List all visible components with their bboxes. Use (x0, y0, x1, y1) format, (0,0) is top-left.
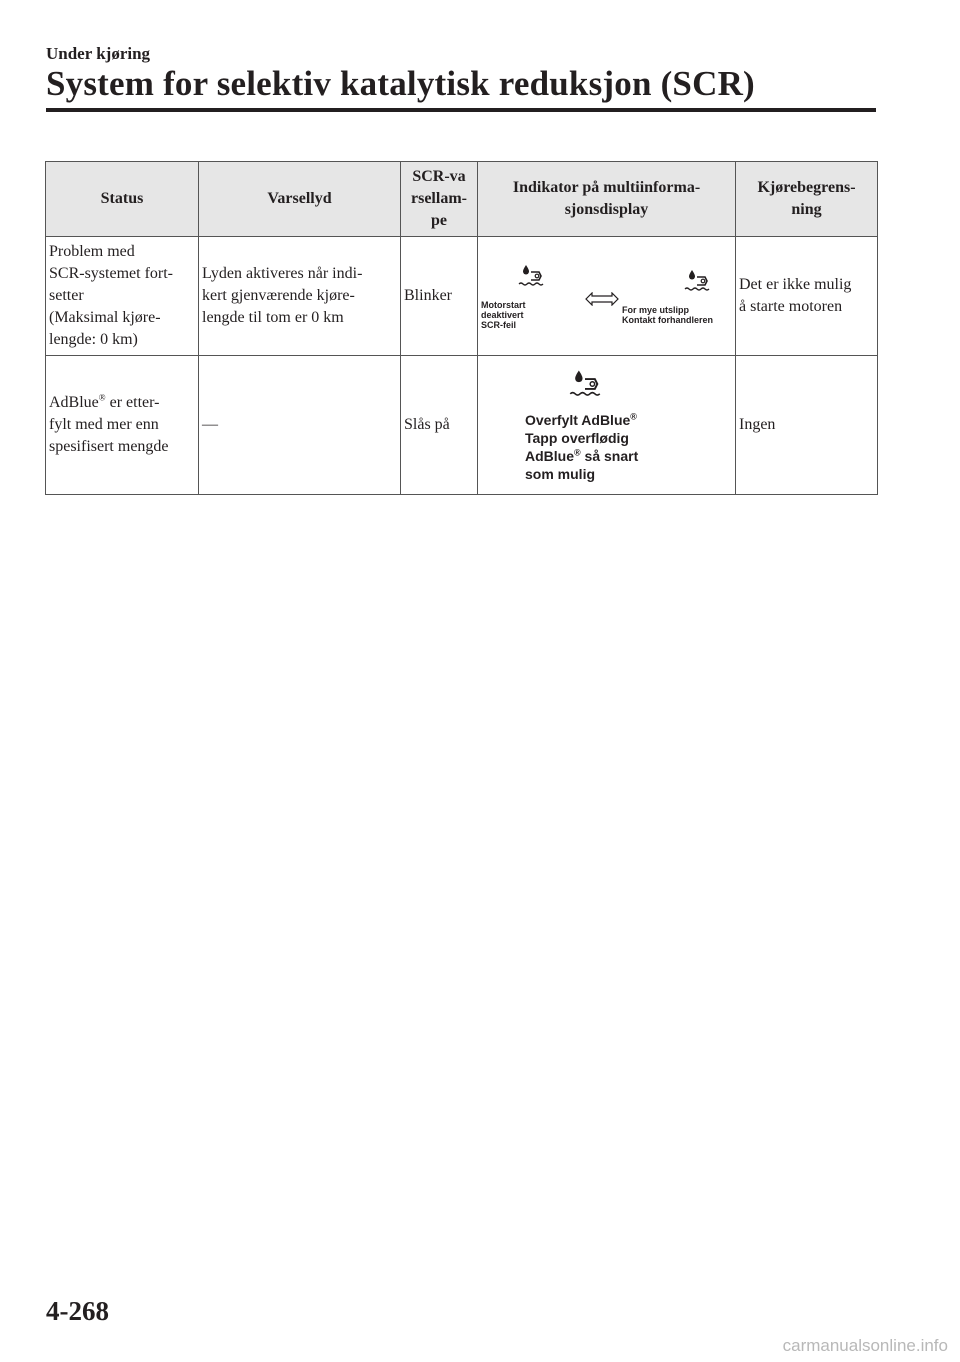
table-row (46, 237, 878, 356)
cell-status: Problem med SCR-systemet fort- setter (Maksimal kjøre- lengde: 0 km) (46, 237, 199, 356)
display-message: Overfylt AdBlue® Tapp overflødig AdBlue® så snart som mulig (525, 410, 639, 482)
adblue-warning-icon (683, 268, 711, 301)
col-header-lamp: SCR-va rsellam- pe (401, 162, 478, 237)
page-number: 4-268 (46, 1296, 109, 1326)
title-divider (46, 108, 876, 112)
display-panel-right: For mye utslipp Kontakt forhandleren (622, 268, 732, 325)
table-row (46, 356, 878, 495)
cell-sound: — (199, 356, 401, 495)
cell-lamp: Slås på (401, 356, 478, 495)
col-header-status: Status (46, 162, 199, 237)
cell-display (478, 356, 736, 495)
cell-limit: Ingen (736, 356, 878, 495)
table-header-row (46, 162, 878, 237)
display-panel-left: Motorstart deaktivert SCR-feil (481, 263, 581, 330)
cell-display (478, 237, 736, 356)
watermark: carmanualsonline.info (782, 1336, 948, 1355)
adblue-warning-icon (517, 263, 545, 296)
col-header-display: Indikator på multiinforma- sjonsdisplay (478, 162, 736, 237)
cell-lamp: Blinker (401, 237, 478, 356)
scr-status-table (45, 161, 878, 495)
page-title: System for selektiv katalytisk reduksjon (SCR) (46, 64, 755, 103)
cell-limit: Det er ikke mulig å starte motoren (736, 237, 878, 356)
cell-sound: Lyden aktiveres når indi- kert gjenværende kjøre- lengde til tom er 0 km (199, 237, 401, 356)
double-arrow-icon (585, 291, 619, 313)
cell-status: AdBlue® er etter- fylt med mer enn spesifisert mengde (46, 356, 199, 495)
section-label: Under kjøring (46, 44, 151, 63)
col-header-limit: Kjørebegrens- ning (736, 162, 878, 237)
adblue-warning-icon (525, 368, 645, 407)
col-header-sound: Varsellyd (199, 162, 401, 237)
